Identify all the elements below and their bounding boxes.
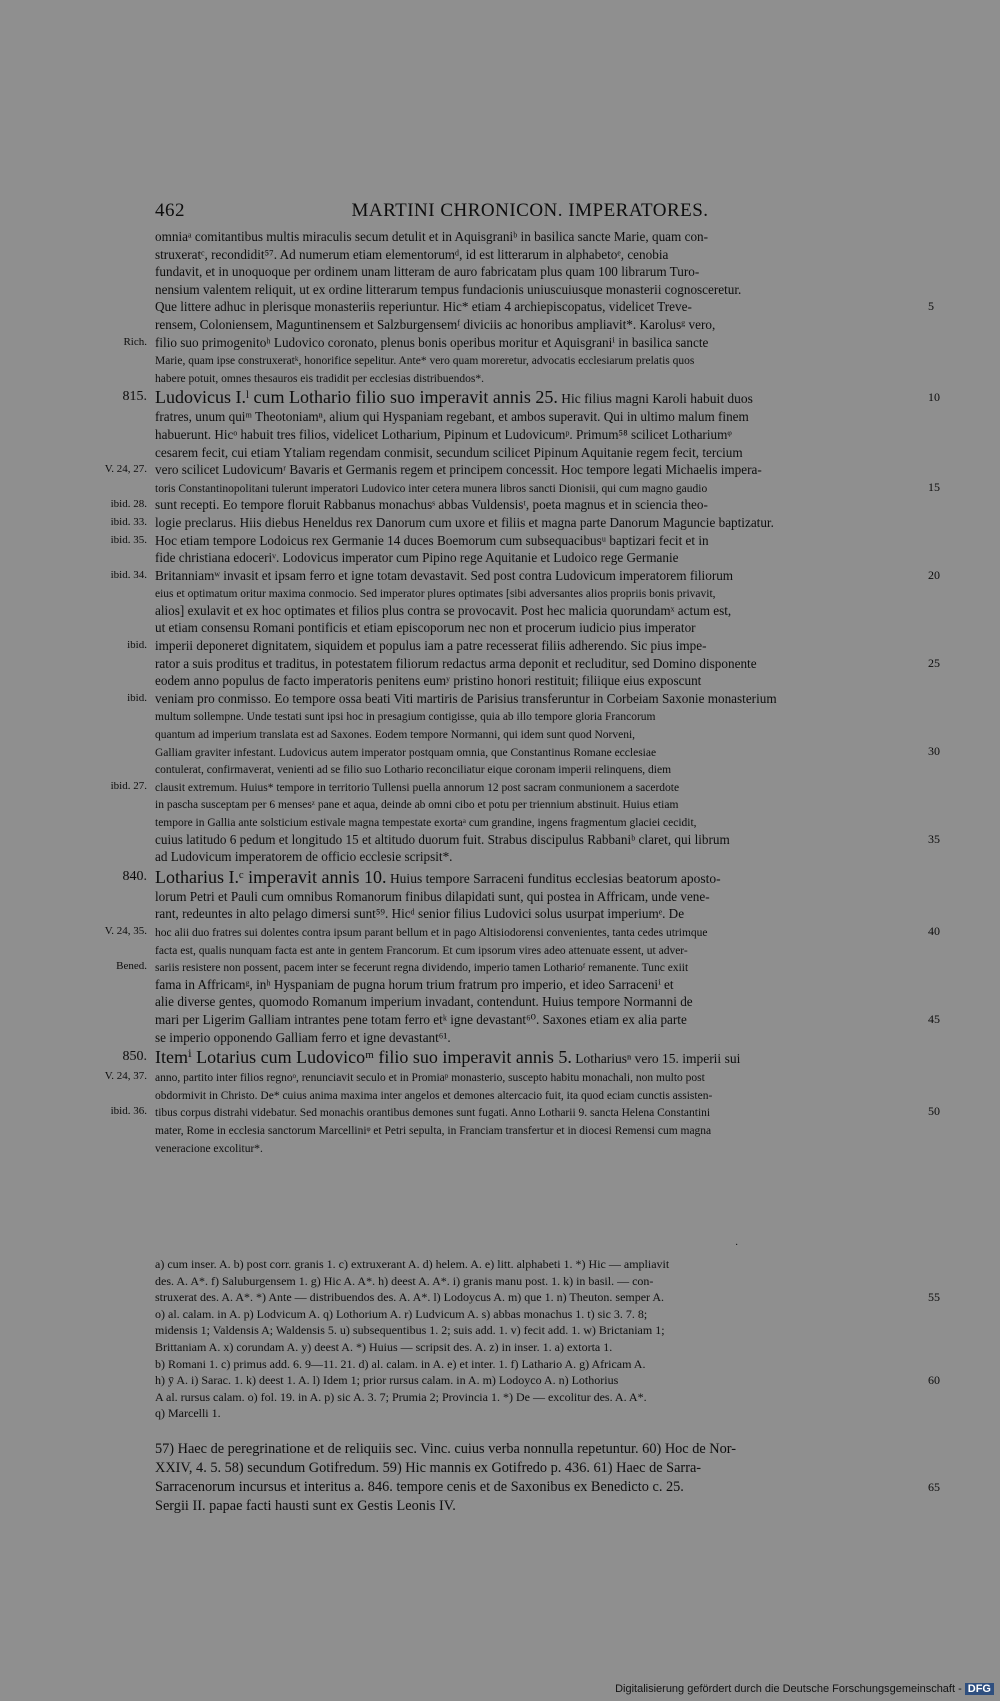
margin-reference: ibid. 36. <box>110 1105 147 1118</box>
line-text: se imperio opponendo Galliam ferro et igne devastant⁶¹. <box>155 1029 451 1045</box>
text-line <box>116 958 910 976</box>
line-text: Que littere adhuc in plerisque monasteriis reperiuntur. Hic* etiam 4 archiepiscopatus, videlicet Treve- <box>155 299 692 315</box>
line-number: 25 <box>928 655 940 670</box>
text-line <box>155 246 910 264</box>
line-text: Galliam graviter infestant. Ludovicus autem imperator postquam omnia, que Constantinus Romane ecclesiae <box>155 746 657 759</box>
line-text: vero scilicet Ludovicumʳ Bavaris et Germanis regem et principem concessit. Hoc tempore legati Michaelis impera- <box>155 462 762 478</box>
text-line <box>104 461 910 479</box>
running-title: MARTINI CHRONICON. IMPERATORES. <box>351 200 709 221</box>
note-text: Sarracenorum incursus et interitus a. 846. tempore cenis et de Saxonibus ex Benedicto c. 25. <box>155 1479 684 1495</box>
text-line <box>155 619 910 637</box>
line-text <box>155 386 753 410</box>
line-text: in pascha susceptam per 6 mensesᶻ pane et aqua, deinde ab omni cibo et potu per triennium abstinuit. Huius etiam <box>155 799 679 812</box>
apparatus-text: h) ȳ A. i) Sarac. 1. k) deest 1. A. l) Idem 1; prior rursus calam. in A. m) Lodoyco A. n) Lothorius <box>155 1373 619 1388</box>
text-line <box>110 1103 940 1121</box>
apparatus-line <box>155 1339 910 1356</box>
text-line <box>110 514 910 532</box>
apparatus-line <box>155 1356 910 1373</box>
digitization-footer <box>615 1683 994 1695</box>
text-line <box>127 690 910 708</box>
text-line <box>155 760 910 778</box>
text-line <box>155 672 910 690</box>
entry-heading: Ludovicus I.ˡ cum Lothario filio suo imperavit annis 25. <box>155 387 558 408</box>
line-text: Britanniamʷ invasit et ipsam ferro et igne totam devastavit. Sed post contra Ludovicum imperatorem filiorum <box>155 567 734 583</box>
line-text: habere potuit, omnes thesauros eis tradidit per ecclesias distribuendos*. <box>155 372 484 385</box>
line-text: alie diverse gentes, quomodo Romanum imperium invadant, contendunt. Huius tempore Normanni de <box>155 994 693 1010</box>
text-line <box>155 602 910 620</box>
note-line <box>155 1478 940 1497</box>
line-text: alios] exulavit et ex hoc optimates et filios plus contra se provocavit. Post hec malicia quorundamˣ actum est, <box>155 602 732 618</box>
text-line <box>155 549 910 567</box>
text-line <box>155 888 910 906</box>
line-text: lorum Petri et Pauli cum omnibus Romanorum finibus dilapidati sunt, qui postea in Affricam, unde vene- <box>155 888 710 904</box>
line-text: ad Ludovicum imperatorem de officio ecclesie scripsit*. <box>155 849 453 865</box>
footer-text: Digitalisierung gefördert durch die Deutsche Forschungsgemeinschaft - <box>615 1683 962 1695</box>
line-number: 40 <box>928 923 940 938</box>
text-line <box>104 1068 910 1086</box>
apparatus-line <box>155 1306 910 1323</box>
text-line <box>155 1029 910 1047</box>
line-text: rensem, Coloniensem, Maguntinensem et Salzburgensemᶠ diviciis ac honoribus ampliavit*. Karolusᵍ vero, <box>155 316 716 332</box>
line-text: rator a suis proditus et traditus, in potestatem filiorum redactus arma deponit et recluditur, sed Domino disponente <box>155 655 757 671</box>
text-line <box>155 725 910 743</box>
line-text: omniaᵃ comitantibus multis miraculis secum detulit et in Aquisgraniᵇ in basilica sancte Marie, quam con- <box>155 229 709 244</box>
apparatus-text: des. A. A*. f) Saluburgensem 1. g) Hic A. A*. h) deest A. A*. i) granis manu post. 1. k) in basil. — con- <box>155 1273 654 1288</box>
historical-notes <box>155 1440 940 1516</box>
note-line <box>155 1497 910 1516</box>
margin-reference: ibid. 33. <box>110 515 147 528</box>
margin-reference: ibid. 27. <box>110 779 147 792</box>
text-line <box>155 228 910 246</box>
line-text: clausit extremum. Huius* tempore in territorio Tullensi puella annorum 12 post sacram conmunionem a sacerdote <box>155 781 680 794</box>
line-text: habuerunt. Hicᵒ habuit tres filios, videlicet Lotharium, Pipinum et Ludovicumᵖ. Primum⁵⁸ scilicet Lothariumᵠ <box>155 426 732 442</box>
text-line <box>127 637 910 655</box>
margin-reference: ibid. <box>127 639 147 652</box>
line-rest: Hic filius magni Karoli habuit duos <box>557 391 753 407</box>
margin-reference: Bened. <box>116 960 147 973</box>
line-text: ut etiam consensu Romani pontificis et etiam episcoporum nec non et procerum iudicio pius imperator <box>155 620 696 636</box>
line-text <box>155 1046 740 1070</box>
entry-heading: Lotharius I.ᶜ imperavit annis 10. <box>155 866 387 887</box>
line-text: cuius latitudo 6 pedum et longitudo 15 et altitudo duorum fuit. Strabus discipulus Rabbaniᵇ claret, qui librum <box>155 831 730 847</box>
line-text: facta est, qualis nunquam facta est ante in gentem Francorum. Et cum ipsorum vires adeo attenuate essent, ut adver- <box>155 944 688 957</box>
line-text: imperii deponeret dignitatem, siquidem et populus iam a patre recesserat filiis adherendo. Sic pius impe- <box>155 638 707 654</box>
text-line <box>155 848 910 866</box>
line-rest: Huius tempore Sarraceni funditus ecclesias beatorum aposto- <box>386 870 721 886</box>
line-text: sunt recepti. Eo tempore floruit Rabbanus monachusˢ abbas Vuldensisᵗ, poeta magnus et in sciencia theo- <box>155 497 708 513</box>
margin-reference: V. 24, 37. <box>104 1070 147 1083</box>
apparatus-line <box>155 1322 910 1339</box>
line-text: obdormivit in Christo. De* cuius anima maxima inter angelos et demones altercacio fuit, ita quod eciam cunctis assisten- <box>155 1089 713 1102</box>
text-line <box>155 584 910 602</box>
apparatus-text: midensis 1; Valdensis A; Waldensis 5. u) subsequentibus 1. 2; suis add. 1. v) fecit add. 1. w) Brictaniam 1; <box>155 1323 665 1338</box>
apparatus-line <box>155 1256 910 1273</box>
margin-reference: ibid. <box>127 691 147 704</box>
line-text: tibus corpus distrahi videbatur. Sed monachis orantibus demones sunt fugati. Anno Lotharii 9. sancta Helena Constantini <box>155 1107 711 1120</box>
line-text: cesarem fecit, cui etiam Ytaliam regendam conmisit, secundum scilicet Pipinum Aquitanie regem fecit, tercium <box>155 444 743 460</box>
text-line <box>155 316 910 334</box>
note-line <box>155 1459 910 1478</box>
line-number: 10 <box>928 390 940 405</box>
margin-reference: ibid. 35. <box>110 533 147 546</box>
text-line <box>155 444 910 462</box>
apparatus-text: a) cum inser. A. b) post corr. granis 1. c) extruxerant A. d) helem. A. e) litt. alphabeti 1. *) Hic — ampliavit <box>155 1257 670 1271</box>
text-line <box>155 795 910 813</box>
text-line <box>122 386 940 408</box>
text-line <box>155 369 910 387</box>
text-line <box>155 655 940 673</box>
line-text: quantum ad imperium translata est ad Saxones. Eodem tempore Normanni, qui idem sunt quod Norveni, <box>155 729 636 742</box>
text-line <box>122 1046 910 1068</box>
text-line <box>155 993 910 1011</box>
entry-heading: Itemⁱ Lotarius cum Ludovicoᵐ filio suo imperavit annis 5. <box>155 1047 572 1068</box>
margin-reference: V. 24, 27. <box>104 463 147 476</box>
text-line <box>155 408 910 426</box>
line-text: contulerat, confirmaverat, venienti ad se filio suo Lothario reconciliatur eique coronam imperii relinquens, diem <box>155 764 672 777</box>
text-line <box>155 298 934 316</box>
text-line <box>155 813 910 831</box>
text-line <box>155 905 910 923</box>
line-text: Hoc etiam tempore Lodoicus rex Germanie 14 duces Boemorum cum subsequacibusᵘ baptizari fecit et in <box>155 532 709 548</box>
apparatus-text: A al. rursus calam. o) fol. 19. in A. p) sic A. 3. 7; Prumia 2; Provincia 1. *) De — excolitur des. A. A*. <box>155 1389 647 1404</box>
note-line <box>155 1440 910 1459</box>
line-text <box>155 866 721 890</box>
line-text: hoc alii duo fratres sui dolentes contra ipsum parant bellum et in pago Altisiodorensi convenientes, tanta cedes utrimque <box>155 926 708 939</box>
text-line <box>110 496 910 514</box>
apparatus-text: b) Romani 1. c) primus add. 6. 9—11. 21. d) al. calam. in A. e) et inter. 1. f) Lathario A. g) Africam A. <box>155 1356 646 1371</box>
text-line <box>155 1011 940 1029</box>
apparatus-line <box>155 1289 940 1306</box>
line-text: fide christiana edoceriᵛ. Lodovicus imperator cum Pipino rege Aquitanie et Ludoico rege Germanie <box>155 550 679 566</box>
separator-mark: · <box>735 1240 739 1251</box>
line-number: 45 <box>928 1011 940 1026</box>
line-number: 65 <box>928 1480 940 1494</box>
note-text: XXIV, 4. 5. 58) secundum Gotifredum. 59) Hic mannis ex Gotifredo p. 436. 61) Haec de Sarra- <box>155 1460 702 1476</box>
text-line <box>155 1121 910 1139</box>
line-text: eodem anno populus de facto imperatoris penitens eumʸ pristino honori restituit; filiique eius exposcunt <box>155 673 702 689</box>
dfg-logo: DFG <box>965 1683 994 1695</box>
line-text: multum sollempne. Unde testati sunt ipsi hoc in presagium contigisse, quia ab illo tempore gloria Francorum <box>155 711 656 724</box>
critical-apparatus <box>155 1256 940 1422</box>
text-line <box>155 351 910 369</box>
text-line <box>155 479 940 497</box>
line-text: filio suo primogenitoʰ Ludovico coronato, plenus bonis operibus moritur et Aquisgraniⁱ in basilica sancte <box>155 334 709 350</box>
text-line <box>155 707 910 725</box>
apparatus-line <box>155 1273 910 1290</box>
line-text: mater, Rome in ecclesia sanctorum Marcelliniᵠ et Petri sepulta, in Franciam transfertur et in diocesi Remensi cum magna <box>155 1124 712 1137</box>
line-text: fratres, unum quiᵐ Theotoniamⁿ, alium qui Hyspaniam regebant, et ambos superavit. Qui in ultimo malum finem <box>155 409 749 425</box>
text-line <box>110 567 940 585</box>
line-number: 60 <box>928 1373 940 1388</box>
line-text: rant, redeuntes in alto pelago dimersi sunt⁵⁹. Hicᵈ senior filius Ludovici solus usurpat imperiumᵉ. De <box>155 906 685 922</box>
text-line <box>104 923 940 941</box>
line-text: anno, partito inter filios regnoᵒ, renunciavit seculo et in Promiaᵖ monasterio, suscepto habitu monachali, non multo post <box>155 1072 705 1085</box>
line-text: sariis resistere non possent, pacem inter se fecerunt regna dividendo, imperio tamen Lotharioᶠ remanente. Tunc exiit <box>155 962 689 975</box>
line-text: tempore in Gallia ante solsticium estivale magna tempestate exortaᵃ cum grandine, ingens fragmentum glaciei cecidit, <box>155 817 697 829</box>
line-text: eius et optimatum oritur maxima conmocio. Sed imperator plures optimates [sibi adversantes alios propriis bonis privavit, <box>155 588 716 601</box>
line-text: veniam pro conmisso. Eo tempore ossa beati Viti martiris de Parisius transferuntur in Corbeiam Saxonie monasterium <box>155 690 777 706</box>
note-text: 57) Haec de peregrinatione et de reliquiis sec. Vinc. cuius verba nonnulla repetuntur. 60) Hoc de Nor- <box>155 1441 736 1457</box>
line-number: 50 <box>928 1104 940 1119</box>
line-rest: Lothariusⁿ vero 15. imperii sui <box>571 1051 741 1067</box>
page-number: 462 <box>155 200 185 221</box>
line-number: 35 <box>928 831 940 846</box>
line-number: 15 <box>928 479 940 494</box>
line-text: toris Constantinopolitani tulerunt imperatori Ludovico inter cetera munera libros sancti Dionisii, qui cum magno gaudio <box>155 482 708 495</box>
text-line <box>155 426 910 444</box>
margin-reference: Rich. <box>123 335 147 348</box>
text-line <box>155 743 940 761</box>
margin-reference: 840. <box>122 868 147 884</box>
apparatus-text: o) al. calam. in A. p) Lodvicum A. q) Lothorium A. r) Ludvicum A. s) abbas monachus 1. t) sic 3. 7. 8; <box>155 1306 648 1321</box>
text-line <box>155 263 910 281</box>
apparatus-text: struxerat des. A. A*. *) Ante — distribuendos des. A. A*. l) Lodoycus A. m) que 1. n) Theuton. semper A. <box>155 1290 665 1305</box>
margin-reference: 815. <box>122 389 147 405</box>
margin-reference: ibid. 34. <box>110 568 147 581</box>
line-text: nensium valentem reliquit, ut ex ordine litterarum tempus fundacionis uniuscuiusque monasterii cognosceretur. <box>155 281 742 297</box>
margin-reference: V. 24, 35. <box>104 924 147 937</box>
text-line <box>122 866 910 888</box>
text-line <box>155 941 910 959</box>
apparatus-text: Brittaniam A. x) corundam A. y) deest A. *) Huius — scripsit des. A. z) in inser. 1. a) extorta 1. <box>155 1339 613 1354</box>
line-text: veneracione excolitur*. <box>155 1142 263 1155</box>
text-line <box>155 1086 910 1104</box>
text-line <box>155 831 940 849</box>
text-line <box>155 1139 910 1157</box>
line-number: 5 <box>928 299 934 314</box>
note-text: Sergii II. papae facti hausti sunt ex Gestis Leonis IV. <box>155 1498 456 1514</box>
line-number: 55 <box>928 1290 940 1305</box>
line-text: mari per Ligerim Galliam intrantes pene totam ferro etᵏ igne devastant⁶⁰. Saxones etiam ex alia parte <box>155 1011 687 1027</box>
line-number: 20 <box>928 567 940 582</box>
text-line <box>110 778 910 796</box>
margin-reference: 850. <box>122 1049 147 1065</box>
main-text <box>104 228 940 1156</box>
text-line <box>110 532 910 550</box>
text-line <box>155 281 910 299</box>
apparatus-text: q) Marcelli 1. <box>155 1406 221 1421</box>
line-text: fundavit, et in unoquoque per ordinem unam litteram de auro fabricatam plus quam 100 librarum Turo- <box>155 264 700 280</box>
line-number: 30 <box>928 743 940 758</box>
apparatus-line <box>155 1405 910 1422</box>
line-text: fama in Affricamᵍ, inʰ Hyspaniam de pugna horum trium fratrum pro imperio, et ideo Sarraceniⁱ et <box>155 976 674 992</box>
text-line <box>155 976 910 994</box>
line-text: struxeratᶜ, recondidit⁵⁷. Ad numerum etiam elementorumᵈ, id est litterarum in alphabetoᵉ, cenobia <box>155 246 669 262</box>
margin-reference: ibid. 28. <box>110 498 147 511</box>
apparatus-line <box>155 1389 910 1406</box>
text-line <box>123 334 910 352</box>
apparatus-line <box>155 1372 940 1389</box>
line-text: logie preclarus. Hiis diebus Heneldus rex Danorum cum uxore et filiis et magna parte Danorum Maguncie baptizatur. <box>155 514 774 530</box>
line-text: Marie, quam ipse construxeratᵏ, honorifice sepelitur. Ante* vero quam moreretur, advocatis ecclesiarum prelatis quos <box>155 355 695 368</box>
